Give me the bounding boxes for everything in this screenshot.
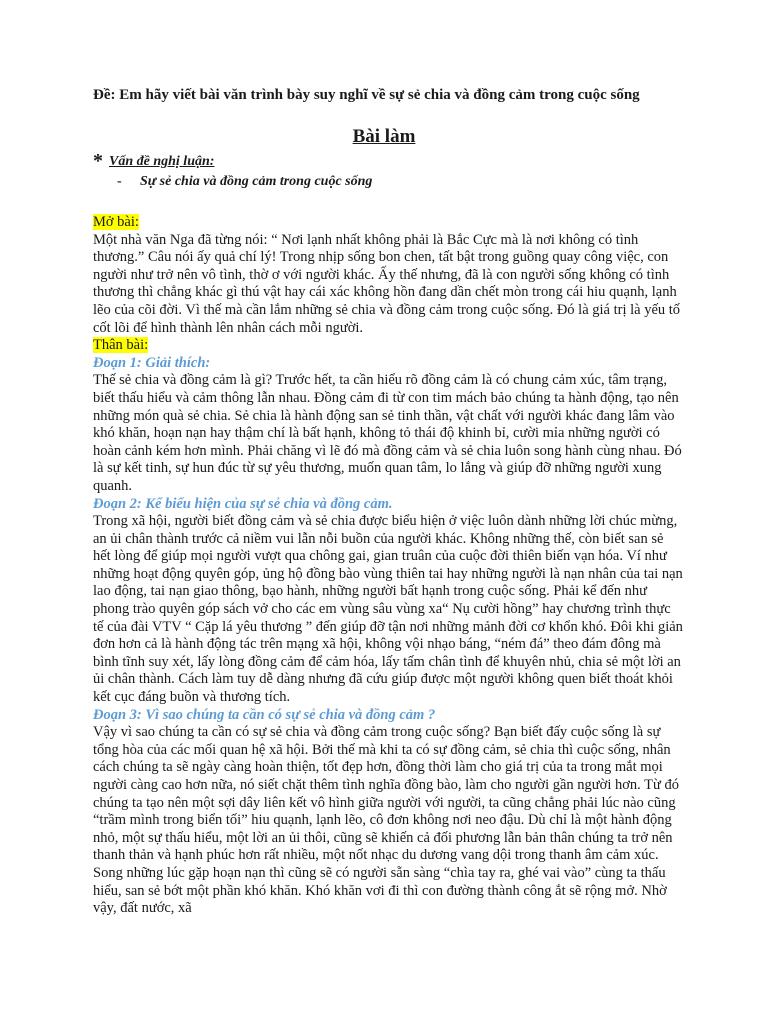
body-label: Thân bài: — [93, 337, 149, 354]
issue-item-text: Sự sẻ chia và đồng cảm trong cuộc sống — [140, 174, 373, 189]
section-3-paragraph: Vậy vì sao chúng ta cần có sự sẻ chia và đồng cảm trong cuộc sống? Bạn biết đấy cuộc sống là sự tổng hòa của các mối quan hệ xã hội. Bởi thế mà khi ta có sự đồng cảm, sẻ chia thì cuộc sống, nhân cách chúng ta sẽ ngày càng hoàn thiện, tốt đẹp hơn, đồng thời làm cho giá trị của ta trong mắt mọi người càng cao hơn nữa, nó siết chặt thêm tình nghĩa đồng bào, làm cho người gần người hơn. Từ đó chúng ta tạo nên một sợi dây liên kết vô hình giữa người với người, ta cũng chẳng phải lúc nào cũng “trầm mình trong biển tối” hiu quạnh, lạnh lẽo, cô đơn không nơi neo đậu. Dù chỉ là một hành động nhỏ, một sự thấu hiểu, một lời an ủi thôi, cũng sẽ khiến cả đối phương lẫn bản thân chúng ta trở nên thanh thản và hạnh phúc hơn rất nhiều, một nốt nhạc du dương vang dội trong thanh âm cảm xúc. Song những lúc gặp hoạn nạn thì cũng sẽ có người sẵn sàng “chìa tay ra, ghé vai vào” cùng ta thấu hiểu, san sẻ bớt một phần khó khăn. Khó khăn vơi đi thì con đường thành công ắt sẽ rộng mở. Nhờ vậy, đất nước, xã — [93, 724, 679, 917]
section-1-paragraph: Thế sẻ chia và đồng cảm là gì? Trước hết, ta cần hiểu rõ đồng cảm là có chung cảm xúc, tâm trạng, biết thấu hiểu và cảm thông lẫn nhau. Đồng cảm đi từ con tim mách bảo chúng ta hành động, tạo nên những món quà sẻ chia. Sẻ chia là hành động san sẻ tinh thần, vật chất với người khác đang lâm vào khó khăn, hoạn nạn hay thậm chí là bất hạnh, không tỏ thái độ khinh bỉ, cười mỉa những người có hoàn cảnh kém hơn mình. Phải chăng vì lẽ đó mà đồng cảm và sẻ chia luôn song hành cùng nhau. Đó là sự kết tinh, sự hun đúc từ sự yêu thương, muốn quan tâm, lo lắng và giúp đỡ những người xung quanh. — [93, 372, 682, 494]
section-2-paragraph: Trong xã hội, người biết đồng cảm và sẻ chia được biểu hiện ở việc luôn dành những lời chúc mừng, an ủi chân thành trước cả niềm vui lẫn nỗi buồn của người khác. Không những thế, còn biết san sẻ hết lòng để giúp mọi người vượt qua chông gai, gian truân của cuộc đời thiên biến vạn hóa. Ví như những hoạt động quyên góp, ủng hộ đồng bào vùng thiên tai hay những người là nạn nhân của tai nạn lao động, tai nạn giao thông, bạo hành, những người bất hạnh trong cuộc sống. Phải kể đến như phong trào quyên góp sách vở cho các em vùng sâu vùng xa“ Nụ cười hồng” hay chương trình thực tế của đài VTV “ Cặp lá yêu thương ” đến giúp đỡ tận nơi những mảnh đời cơ khổn khó. Đôi khi giản đơn hơn cả là hành động tác trên mạng xã hội, không vội nhạo báng, “ném đá” theo đám đông mà bình tĩnh suy xét, lấy lòng đồng cảm để cảm hóa, lấy tấm chân tình để khuyên nhủ, chia sẻ một lời an ủi chân thành. Cách làm tuy dễ dàng nhưng đã cứu giúp được một người không quen biết thoát khỏi kết cục đáng buồn và thương tích. — [93, 513, 683, 706]
intro-label: Mở bài: — [93, 214, 139, 230]
issue-heading — [93, 150, 214, 173]
essay-title: Bài làm — [352, 126, 416, 147]
bullet-dash: - — [117, 174, 122, 189]
body-label-line — [93, 337, 683, 355]
issue-item — [117, 174, 372, 190]
issue-label: Vấn đề nghị luận: — [109, 154, 215, 169]
essay-body — [93, 214, 683, 918]
essay-prompt: Đề: Em hãy viết bài văn trình bày suy nghĩ về sự sẻ chia và đồng cảm trong cuộc sống — [93, 87, 640, 103]
intro-label-line — [93, 214, 683, 232]
section-3-heading: Đoạn 3: Vì sao chúng ta cần có sự sẻ chia và đồng cảm ? — [93, 706, 436, 723]
section-2-heading: Đoạn 2: Kể biểu hiện của sự sẻ chia và đồng cảm. — [93, 495, 393, 512]
bullet-star: * — [93, 150, 103, 172]
section-1-heading: Đoạn 1: Giải thích: — [93, 354, 211, 371]
intro-paragraph: Một nhà văn Nga đã từng nói: “ Nơi lạnh nhất không phải là Bắc Cực mà là nơi không có tình thương.” Câu nói ấy quả chí lý! Trong nhịp sống bon chen, tất bật trong guồng quay công việc, con người như trở nên vô tình, thờ ơ với người khác. Ấy thế nhưng, đã là con người sống không có tình thương thì chẳng khác gì thú vật hay cái xác không hồn đang dần chết mòn trong cái hiu quạnh, lạnh lẽo của cõi đời. Vì thế mà cần lắm những sẻ chia và đồng cảm trong cuộc sống. Đó là giá trị là yếu tố cốt lõi để hình thành lên nhân cách mỗi người. — [93, 231, 681, 336]
